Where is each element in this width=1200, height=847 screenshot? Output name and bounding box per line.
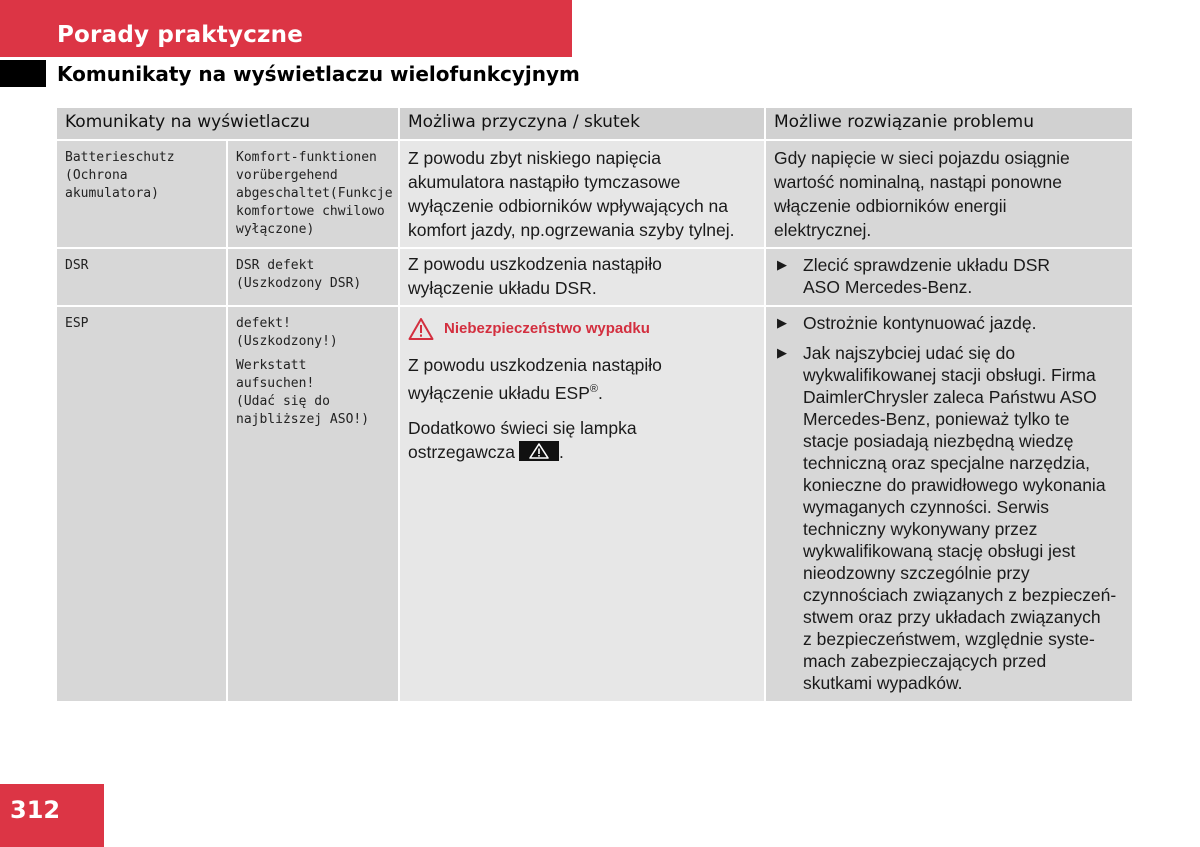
list-item	[774, 254, 1124, 298]
detail-line: komfortowe chwilowo	[236, 204, 385, 219]
detail-cell	[228, 141, 400, 247]
cause-line: Z powodu zbyt niskiego napięcia	[408, 148, 661, 168]
cause-line	[408, 440, 756, 464]
solution-line: nieodzowny szczególnie przy	[803, 563, 1030, 583]
table-header-row	[57, 108, 1132, 141]
solution-list	[774, 312, 1124, 694]
cause-text: .	[559, 441, 564, 462]
solution-line: Gdy napięcie w sieci pojazdu osiągnie	[774, 148, 1070, 168]
cause-line: Dodatkowo świeci się lampka	[408, 417, 637, 438]
solution-line: techniczną oraz specjalne narzędzia,	[803, 453, 1090, 473]
cause-line: wyłączenie układu DSR.	[408, 278, 597, 298]
detail-line: wyłączone)	[236, 222, 315, 237]
page-number: 312	[10, 796, 61, 824]
table-row	[57, 249, 1132, 307]
detail-line: (Uszkodzony DSR)	[236, 276, 362, 291]
solution-line: wartość nominalną, nastąpi ponowne	[774, 172, 1062, 192]
column-header-solution: Możliwe rozwiązanie problemu	[766, 108, 1132, 139]
bullet-arrow-icon: ▶	[777, 315, 787, 330]
cause-text: ostrzegawcza	[408, 441, 515, 462]
detail-line: vorübergehend	[236, 168, 338, 183]
solution-line: stacje posiadają niezbędną wiedzę	[803, 431, 1074, 451]
solution-line: stwem oraz przy układach związanych	[803, 607, 1101, 627]
chapter-title: Porady praktyczne	[57, 22, 303, 48]
solution-line: włączenie odbiorników energii	[774, 196, 1007, 216]
message-cell	[57, 307, 228, 701]
solution-line: DaimlerChrysler zaleca Państwu ASO	[803, 387, 1097, 407]
cause-line: Z powodu uszkodzenia nastąpiło	[408, 355, 662, 375]
message-cell	[57, 141, 228, 247]
section-marker	[0, 60, 46, 87]
cause-line: komfort jazdy, np.ogrzewania szyby tylnej.	[408, 220, 735, 240]
solution-list	[774, 254, 1124, 298]
cause-cell	[400, 141, 766, 247]
column-header-cause: Możliwa przyczyna / skutek	[400, 108, 766, 139]
cause-cell	[400, 249, 766, 305]
solution-line: skutkami wypadków.	[803, 673, 963, 693]
cause-text: .	[598, 382, 603, 403]
solution-cell	[766, 307, 1132, 701]
solution-line: Mercedes-Benz, ponieważ tylko te	[803, 409, 1070, 429]
solution-line: Zlecić sprawdzenie układu DSR	[803, 255, 1051, 275]
message-line: (Ochrona akumulatora)	[65, 168, 159, 201]
section-title: Komunikaty na wyświetlaczu wielofunkcyjnym	[57, 62, 580, 86]
solution-cell	[766, 141, 1132, 247]
warning-notice	[408, 317, 756, 341]
solution-line: czynnościach związanych z bezpieczeń-	[803, 585, 1117, 605]
message-line: DSR	[65, 258, 89, 273]
solution-line: Ostrożnie kontynuować jazdę.	[803, 313, 1037, 333]
detail-cell	[228, 307, 400, 701]
list-item	[774, 312, 1124, 334]
table-row	[57, 141, 1132, 249]
detail-cell	[228, 249, 400, 305]
solution-line: wykwalifikowanej stacji obsługi. Firma	[803, 365, 1096, 385]
detail-line: DSR defekt	[236, 258, 315, 273]
message-cell	[57, 249, 228, 305]
solution-line: wykwalifikowaną stację obsługi jest	[803, 541, 1076, 561]
cause-line	[408, 377, 756, 405]
warning-lamp-icon	[519, 441, 559, 461]
cause-line: akumulatora nastąpiło tymczasowe	[408, 172, 681, 192]
bullet-arrow-icon: ▶	[777, 257, 787, 272]
detail-line: (Udać się do	[236, 394, 330, 409]
list-item	[774, 342, 1124, 694]
detail-line: abgeschaltet(Funkcje	[236, 186, 393, 201]
bullet-arrow-icon: ▶	[777, 345, 787, 360]
solution-line: konieczne do prawidłowego wykonania	[803, 475, 1106, 495]
messages-table	[57, 108, 1132, 701]
cause-cell	[400, 307, 766, 701]
cause-line: Z powodu uszkodzenia nastąpiło	[408, 254, 662, 274]
detail-line: najbliższej ASO!)	[236, 412, 370, 427]
detail-line: Werkstatt aufsuchen!	[236, 358, 315, 391]
page-number-box	[0, 784, 104, 847]
solution-line: Jak najszybciej udać się do	[803, 343, 1016, 363]
warning-triangle-icon	[408, 317, 434, 341]
table-row	[57, 307, 1132, 701]
solution-cell	[766, 249, 1132, 305]
cause-text: wyłączenie układu ESP	[408, 382, 590, 403]
cause-line: wyłączenie odbiorników wpływających na	[408, 196, 729, 216]
solution-line: wymaganych czynności. Serwis	[803, 497, 1050, 517]
detail-line: defekt! (Uszkodzony!)	[236, 316, 338, 349]
detail-line: Komfort-funktionen	[236, 150, 377, 165]
solution-line: elektrycznej.	[774, 220, 872, 240]
solution-line: mach zabezpieczających przed	[803, 651, 1047, 671]
solution-line: ASO Mercedes-Benz.	[803, 277, 973, 297]
message-line: ESP	[65, 316, 89, 331]
registered-mark: ®	[589, 383, 599, 395]
solution-line: techniczny wykonywany przez	[803, 519, 1038, 539]
column-header-message: Komunikaty na wyświetlaczu	[57, 108, 400, 139]
solution-line: z bezpieczeństwem, względnie syste-	[803, 629, 1095, 649]
message-line: Batterieschutz	[65, 150, 175, 165]
warning-label: Niebezpieczeństwo wypadku	[444, 320, 650, 337]
